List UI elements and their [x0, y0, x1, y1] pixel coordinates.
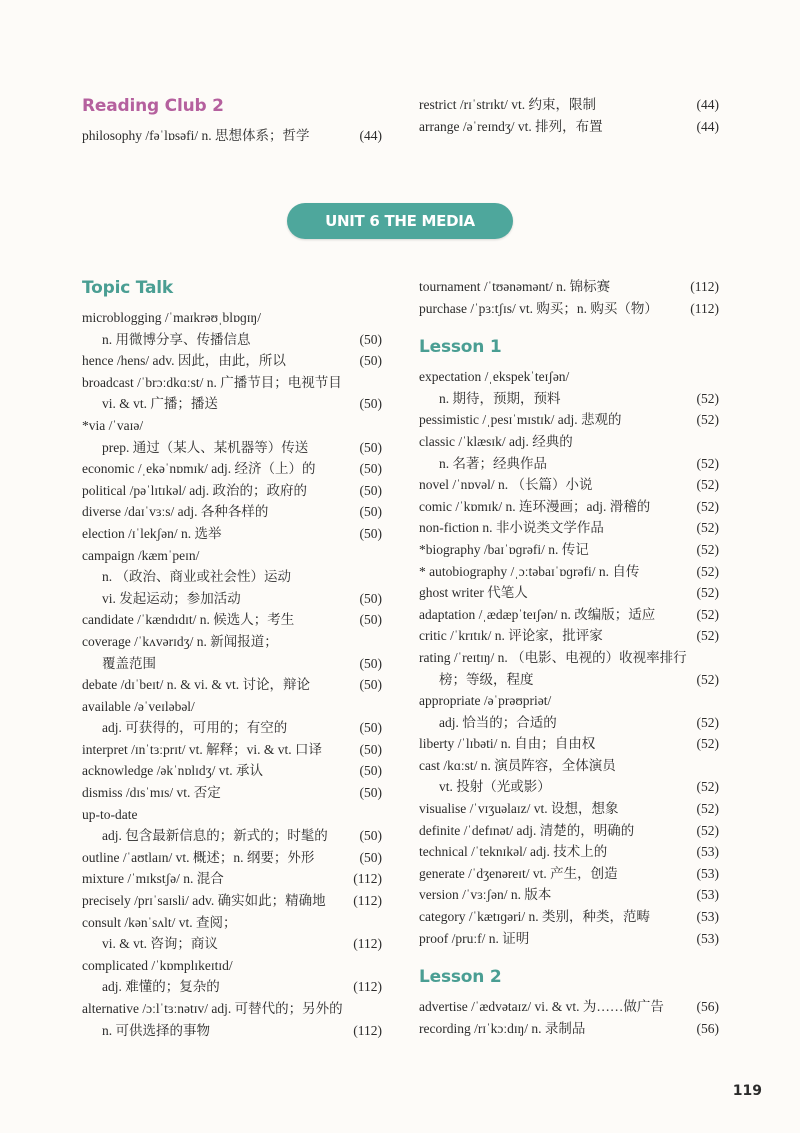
vocab-page-ref: (52) — [696, 455, 719, 471]
vocab-page-ref: (50) — [359, 677, 382, 693]
vocab-text: pessimistic /ˌpesɪˈmɪstɪk/ adj. 悲观的 — [419, 412, 622, 428]
vocab-line — [419, 863, 719, 885]
vocab-text: mixture /ˈmɪkstʃə/ n. 混合 — [82, 871, 224, 887]
vocab-line — [82, 933, 382, 955]
vocab-line — [82, 955, 382, 977]
lesson2-title: Lesson 2 — [419, 967, 502, 988]
vocab-line — [82, 653, 382, 675]
vocab-text: political /pəˈlɪtɪkəl/ adj. 政治的；政府的 — [82, 482, 307, 498]
vocab-line — [419, 647, 719, 669]
vocab-page-ref: (112) — [353, 936, 382, 952]
vocab-text: interpret /ɪnˈtɜːprɪt/ vt. 解释；vi. & vt. 口译 — [82, 741, 323, 757]
vocab-line — [419, 798, 719, 820]
vocab-text: appropriate /əˈprəʊpriət/ — [419, 693, 552, 709]
vocab-line — [82, 847, 382, 869]
vocab-text: liberty /ˈlɪbəti/ n. 自由；自由权 — [419, 736, 596, 752]
vocab-text: complicated /ˈkɒmplɪkeɪtɪd/ — [82, 957, 233, 973]
vocab-page-ref: (52) — [696, 520, 719, 536]
vocab-text: economic /ˌekəˈnɒmɪk/ adj. 经济（上）的 — [82, 461, 316, 477]
vocab-page-ref: (52) — [696, 801, 719, 817]
vocab-text: consult /kənˈsʌlt/ vt. 查阅； — [82, 914, 237, 930]
right-column — [419, 276, 719, 1039]
vocab-text: hence /hens/ adv. 因此，由此，所以 — [82, 353, 286, 369]
vocab-page-ref: (52) — [696, 477, 719, 493]
vocab-line — [82, 415, 382, 437]
vocab-line — [419, 733, 719, 755]
vocab-page-ref: (44) — [359, 128, 382, 143]
vocab-page-ref: (112) — [353, 893, 382, 909]
vocab-text: candidate /ˈkændɪdɪt/ n. 候选人；考生 — [82, 612, 295, 628]
vocab-text: classic /ˈklæsɪk/ adj. 经典的 — [419, 433, 573, 449]
vocab-line — [419, 841, 719, 863]
vocab-page-ref: (50) — [359, 331, 382, 347]
vocab-line — [82, 912, 382, 934]
vocab-line — [419, 474, 719, 496]
vocab-text: alternative /ɔːlˈtɜːnətɪv/ adj. 可替代的；另外的 — [82, 1001, 343, 1016]
vocab-line — [82, 393, 382, 415]
vocab-text: novel /ˈnɒvəl/ n. （长篇）小说 — [419, 477, 593, 493]
vocab-text: *via /ˈvaɪə/ — [82, 417, 144, 433]
vocab-line — [419, 669, 719, 691]
vocab-line — [82, 329, 382, 351]
vocab-line — [82, 1020, 382, 1042]
topic-talk-section — [82, 276, 382, 1041]
vocab-page-ref: (56) — [696, 999, 719, 1015]
vocab-text: n. 可供选择的事物 — [102, 1022, 210, 1038]
topic-talk-list-continued — [419, 276, 719, 319]
vocab-text: adaptation /ˌædæpˈteɪʃən/ n. 改编版；适应 — [419, 606, 656, 622]
vocab-page-ref: (50) — [359, 461, 382, 477]
vocab-page-ref: (44) — [696, 97, 719, 112]
vocab-line — [82, 523, 382, 545]
vocab-line — [419, 116, 719, 138]
topic-talk-title: Topic Talk — [82, 278, 174, 298]
vocab-text: vi. & vt. 广播；播送 — [102, 396, 218, 412]
page-number: 119 — [732, 1083, 762, 1099]
vocab-line — [419, 94, 719, 116]
vocab-text: philosophy /fəˈlɒsəfi/ n. 思想体系；哲学 — [82, 128, 310, 143]
vocab-line — [82, 674, 382, 696]
vocab-page-ref: (53) — [696, 887, 719, 903]
vocab-page-ref: (50) — [359, 741, 382, 757]
vocab-line — [419, 604, 719, 626]
reading-club-list — [82, 125, 382, 147]
vocab-line — [82, 804, 382, 826]
vocab-text: campaign /kæmˈpeɪn/ — [82, 547, 200, 563]
vocab-line — [82, 825, 382, 847]
vocab-text: purchase /ˈpɜːtʃɪs/ vt. 购买；n. 购买（物） — [419, 300, 658, 316]
lesson1-list — [419, 366, 719, 949]
vocab-text: n. 用微博分享、传播信息 — [102, 331, 251, 347]
vocab-text: category /ˈkætɪɡəri/ n. 类别，种类，范畴 — [419, 909, 650, 925]
vocab-line — [82, 782, 382, 804]
vocab-text: dismiss /dɪsˈmɪs/ vt. 否定 — [82, 785, 221, 801]
vocab-page-ref: (53) — [696, 844, 719, 860]
vocab-line — [419, 928, 719, 950]
vocab-page-ref: (52) — [696, 671, 719, 687]
vocab-page-ref: (52) — [696, 541, 719, 557]
vocab-text: tournament /ˈtʊənəmənt/ n. 锦标赛 — [419, 279, 611, 294]
reading-club-section-right — [419, 94, 719, 137]
vocab-text: election /ɪˈlekʃən/ n. 选举 — [82, 525, 222, 541]
vocab-text: 榜；等级，程度 — [439, 671, 534, 687]
vocab-line — [419, 539, 719, 561]
vocab-text: arrange /əˈreɪndʒ/ vt. 排列，布置 — [419, 118, 603, 134]
vocab-line — [82, 631, 382, 653]
vocab-page-ref: (50) — [359, 655, 382, 671]
vocab-line — [82, 372, 382, 394]
vocab-page-ref: (50) — [359, 612, 382, 628]
vocab-page-ref: (52) — [696, 822, 719, 838]
vocab-line — [419, 906, 719, 928]
vocab-line — [82, 545, 382, 567]
vocab-text: ghost writer 代笔人 — [419, 585, 528, 601]
vocab-text: visualise /ˈvɪʒuəlaɪz/ vt. 设想，想象 — [419, 801, 619, 817]
vocab-text: coverage /ˈkʌvərɪdʒ/ n. 新闻报道； — [82, 633, 278, 649]
vocab-text: adj. 可获得的，可用的；有空的 — [102, 720, 288, 736]
vocab-text: version /ˈvɜːʃən/ n. 版本 — [419, 887, 552, 903]
vocab-line — [419, 582, 719, 604]
vocab-text: critic /ˈkrɪtɪk/ n. 评论家，批评家 — [419, 628, 603, 644]
vocab-page-ref: (50) — [359, 504, 382, 520]
vocab-page-ref: (50) — [359, 439, 382, 455]
vocab-line — [419, 276, 719, 298]
vocab-text: n. （政治、商业或社会性）运动 — [102, 569, 291, 585]
vocab-text: expectation /ˌekspekˈteɪʃən/ — [419, 369, 570, 385]
vocab-line — [419, 388, 719, 410]
vocab-text: rating /ˈreɪtɪŋ/ n. （电影、电视的）收视率排行 — [419, 649, 687, 665]
vocab-text: comic /ˈkɒmɪk/ n. 连环漫画；adj. 滑稽的 — [419, 498, 651, 514]
vocab-text: generate /ˈdʒenəreɪt/ vt. 产生，创造 — [419, 865, 618, 881]
vocab-line — [419, 755, 719, 777]
vocab-line — [82, 760, 382, 782]
vocab-page-ref: (50) — [359, 720, 382, 736]
vocab-page-ref: (50) — [359, 849, 382, 865]
vocab-page-ref: (52) — [696, 498, 719, 514]
vocab-line — [82, 717, 382, 739]
vocab-line — [82, 588, 382, 610]
vocab-page-ref: (50) — [359, 785, 382, 801]
spacer — [419, 319, 719, 335]
vocab-line — [419, 496, 719, 518]
topic-talk-list — [82, 307, 382, 1041]
vocab-page-ref: (53) — [696, 865, 719, 881]
vocab-page-ref: (52) — [696, 714, 719, 730]
vocab-text: recording /rɪˈkɔːdɪŋ/ n. 录制品 — [419, 1020, 586, 1036]
vocab-text: outline /ˈaʊtlaɪn/ vt. 概述；n. 纲要；外形 — [82, 849, 315, 865]
vocab-text: restrict /rɪˈstrɪkt/ vt. 约束，限制 — [419, 97, 596, 112]
unit-banner: UNIT 6 THE MEDIA — [287, 203, 513, 239]
vocab-line — [419, 820, 719, 842]
vocab-text: up-to-date — [82, 806, 138, 822]
reading-club-section — [82, 94, 382, 147]
vocab-line — [419, 690, 719, 712]
vocab-page-ref: (56) — [696, 1020, 719, 1036]
vocab-page-ref: (112) — [690, 300, 719, 316]
vocab-line — [82, 458, 382, 480]
vocab-text: vt. 投射（光或影） — [439, 779, 551, 795]
vocab-page-ref: (52) — [696, 563, 719, 579]
vocab-text: debate /dɪˈbeɪt/ n. & vi. & vt. 讨论，辩论 — [82, 677, 310, 693]
vocab-line — [82, 501, 382, 523]
vocab-page-ref: (52) — [696, 585, 719, 601]
vocab-line — [82, 976, 382, 998]
vocab-text: broadcast /ˈbrɔːdkɑːst/ n. 广播节目；电视节目 — [82, 374, 342, 390]
vocab-page-ref: (52) — [696, 628, 719, 644]
vocab-text: cast /kɑːst/ n. 演员阵容，全体演员 — [419, 757, 616, 773]
vocab-text: adj. 难懂的；复杂的 — [102, 979, 220, 995]
vocab-page-ref: (112) — [690, 279, 719, 294]
vocab-page-ref: (53) — [696, 909, 719, 925]
vocab-text: non-fiction n. 非小说类文学作品 — [419, 520, 604, 536]
vocab-page-ref: (50) — [359, 396, 382, 412]
lesson2-list — [419, 996, 719, 1039]
vocab-page-ref: (52) — [696, 779, 719, 795]
vocab-text: advertise /ˈædvətaɪz/ vi. & vt. 为……做广告 — [419, 999, 664, 1015]
vocab-text: n. 期待，预期，预料 — [439, 390, 561, 406]
vocab-page-ref: (50) — [359, 525, 382, 541]
vocab-text: 覆盖范围 — [102, 655, 156, 671]
vocab-text: diverse /daɪˈvɜːs/ adj. 各种各样的 — [82, 504, 269, 520]
vocab-line — [82, 998, 382, 1020]
lesson1-title: Lesson 1 — [419, 337, 502, 358]
vocab-text: microblogging /ˈmaɪkrəʊˌblɒɡɪŋ/ — [82, 310, 261, 325]
vocab-page-ref: (50) — [359, 590, 382, 606]
vocab-line — [419, 517, 719, 539]
vocab-page-ref: (112) — [353, 1022, 382, 1038]
vocab-line — [82, 890, 382, 912]
vocab-text: n. 名著；经典作品 — [439, 455, 547, 471]
vocab-text: * autobiography /ˌɔːtəbaɪˈɒɡrəfi/ n. 自传 — [419, 563, 640, 579]
vocab-page-ref: (50) — [359, 828, 382, 844]
vocab-page-ref: (112) — [353, 979, 382, 995]
reading-club-list-right — [419, 94, 719, 137]
vocab-page-ref: (52) — [696, 412, 719, 428]
vocab-page-ref: (52) — [696, 606, 719, 622]
vocab-text: vi. & vt. 咨询；商议 — [102, 936, 218, 952]
vocab-text: technical /ˈteknɪkəl/ adj. 技术上的 — [419, 844, 608, 860]
vocab-page-ref: (112) — [353, 871, 382, 887]
vocab-text: adj. 包含最新信息的；新式的；时髦的 — [102, 828, 328, 844]
vocab-line — [82, 739, 382, 761]
vocab-line — [82, 307, 382, 329]
vocab-text: *biography /baɪˈɒɡrəfi/ n. 传记 — [419, 541, 589, 557]
vocab-text: prep. 通过（某人、某机器等）传送 — [102, 439, 309, 455]
vocab-page-ref: (50) — [359, 763, 382, 779]
vocab-line — [82, 566, 382, 588]
vocab-text: vi. 发起运动；参加活动 — [102, 590, 241, 606]
vocab-line — [82, 609, 382, 631]
vocab-text: acknowledge /əkˈnɒlɪdʒ/ vt. 承认 — [82, 763, 264, 779]
vocab-line — [419, 884, 719, 906]
vocab-line — [82, 437, 382, 459]
vocab-page-ref: (44) — [696, 118, 719, 134]
vocab-line — [419, 453, 719, 475]
vocab-line — [82, 480, 382, 502]
vocab-page-ref: (52) — [696, 736, 719, 752]
vocab-line — [82, 868, 382, 890]
vocab-page-ref: (52) — [696, 390, 719, 406]
vocab-line — [419, 409, 719, 431]
vocab-line — [82, 125, 382, 147]
vocab-line — [419, 712, 719, 734]
vocab-line — [419, 625, 719, 647]
vocab-line — [419, 561, 719, 583]
vocab-page-ref: (50) — [359, 482, 382, 498]
vocab-text: available /əˈveɪləbəl/ — [82, 698, 195, 714]
vocab-line — [419, 996, 719, 1018]
reading-club-title: Reading Club 2 — [82, 96, 224, 116]
spacer — [419, 949, 719, 965]
vocab-line — [419, 366, 719, 388]
vocab-text: precisely /prɪˈsaɪsli/ adv. 确实如此；精确地 — [82, 893, 326, 909]
vocab-page-ref: (53) — [696, 930, 719, 946]
vocab-text: definite /ˈdefɪnət/ adj. 清楚的，明确的 — [419, 822, 635, 838]
vocab-line — [82, 350, 382, 372]
vocab-text: adj. 恰当的；合适的 — [439, 714, 557, 730]
vocab-line — [419, 776, 719, 798]
vocab-line — [419, 431, 719, 453]
vocab-line — [82, 696, 382, 718]
vocab-line — [419, 1018, 719, 1040]
vocab-page-ref: (50) — [359, 353, 382, 369]
vocab-line — [419, 298, 719, 320]
vocab-text: proof /pruːf/ n. 证明 — [419, 930, 530, 946]
